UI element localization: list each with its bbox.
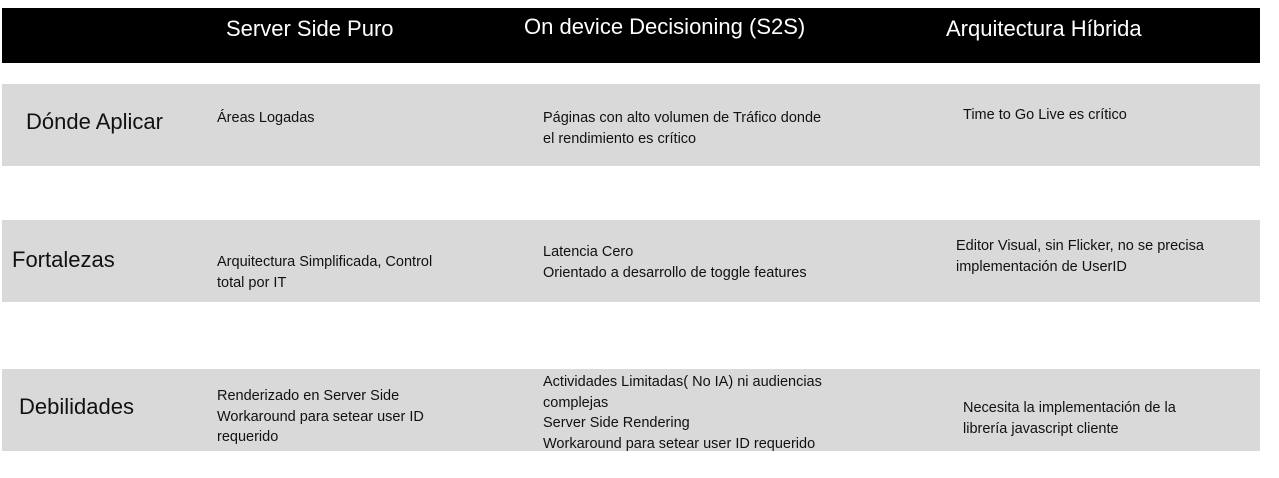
row-label-debilidades: Debilidades [19,394,134,419]
column-header-arquitectura-hibrida: Arquitectura Híbrida [946,16,1142,41]
cell-fortalezas-server-side [217,252,432,293]
cell-line: Áreas Logadas [217,110,315,126]
column-header-on-device-decisioning: On device Decisioning (S2S) [524,14,806,39]
cell-line: complejas [543,394,609,411]
column-header-server-side-puro: Server Side Puro [226,16,394,41]
cell-line: total por IT [217,274,287,291]
cell-line: requerido [217,429,279,445]
cell-line: Server Side Rendering [543,415,690,431]
cell-line: librería javascript cliente [963,420,1119,437]
cell-fortalezas-hibrida [956,236,1204,277]
cell-debilidades-hibrida [963,398,1176,439]
row-label-fortalezas: Fortalezas [12,247,115,272]
cell-line: Latencia Cero [543,244,634,260]
cell-line: implementación de UserID [956,258,1127,275]
cell-line: Time to Go Live es crítico [963,107,1127,123]
cell-line: el rendimiento es crítico [543,130,697,147]
cell-line: Páginas con alto volumen de Tráfico donde [543,110,822,126]
cell-line: Orientado a desarrollo de toggle features [543,264,807,281]
cell-donde-aplicar-on-device [543,108,821,149]
cell-line: Editor Visual, sin Flicker, no se precisa [956,238,1204,254]
cell-line: Arquitectura Simplificada, Control [217,254,433,270]
cell-donde-aplicar-hibrida [963,105,1127,126]
cell-line: Actividades Limitadas( No IA) ni audiencias [543,374,822,390]
cell-donde-aplicar-server-side [217,108,315,129]
cell-line: Workaround para setear user ID [217,408,424,425]
row-label-donde-aplicar: Dónde Aplicar [26,109,163,134]
header-bar [2,8,1260,63]
cell-line: Workaround para setear user ID requerido [543,435,816,452]
cell-debilidades-server-side [217,386,424,448]
cell-line: Renderizado en Server Side [217,388,400,404]
cell-line: Necesita la implementación de la [963,400,1176,416]
cell-fortalezas-on-device [543,242,807,283]
cell-debilidades-on-device [543,372,822,454]
